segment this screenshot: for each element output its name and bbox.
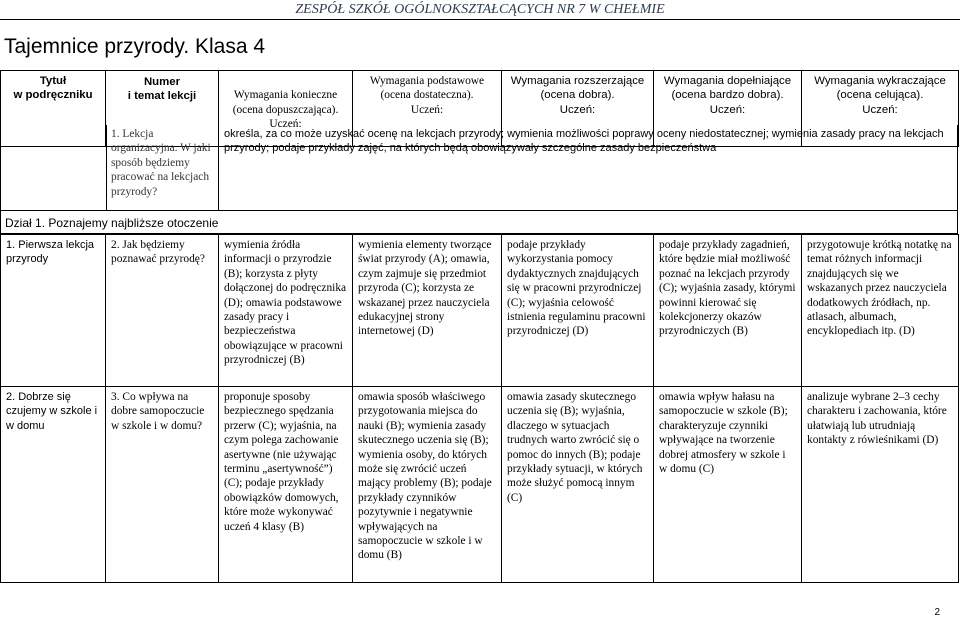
req-necessary-label: Wymagania konieczne (ocena dopuszczająca). Uczeń: (232, 89, 339, 131)
intro-text: określa, za co może uzyskać ocenę na lekcjach przyrody; wymienia możliwości poprawy oceny niedostatecznej; wymienia zasady pracy na lekcjach przyrody; podaje przykłady zajęć, na których będą obowiązywały szczególne zasady bezpieczeństwa (224, 128, 944, 155)
row-lesson: 2. Jak będziemy poznawać przyrodę? (106, 235, 219, 387)
col-header-req-extended: Wymagania rozszerzające (ocena dobra). Uczeń: (502, 71, 654, 147)
intro-lesson: 1. Lekcja organizacyjna. W jaki sposób będziemy pracować na lekcjach przyrody? (111, 128, 211, 198)
intro-right-border (957, 125, 958, 210)
intro-row (0, 125, 958, 210)
section-title: Dział 1. Poznajemy najbliższe otoczenie (5, 216, 219, 230)
row-req-complementary: podaje przykłady zagadnień, które będzie miał możliwość poznać na lekcjach przyrody (C); wyjaśnia zasady, którymi powinni kierować się kolekcjonerzy okazów przyrodniczych (B) (654, 235, 802, 387)
col-header-req-complementary: Wymagania dopełniające (ocena bardzo dobra). Uczeń: (654, 71, 802, 147)
col-header-req-exceeding: Wymagania wykraczające (ocena celująca). Uczeń: (802, 71, 959, 147)
intro-divider (218, 125, 219, 210)
header-divider (0, 19, 960, 20)
col-header-lesson: Numer i temat lekcji (106, 71, 219, 147)
school-header: ZESPÓŁ SZKÓŁ OGÓLNOKSZTAŁCĄCYCH NR 7 W CHEŁMIE (295, 2, 665, 17)
document-title: Tajemnice przyrody. Klasa 4 (4, 35, 266, 58)
row-req-exceeding: przygotowuje krótką notatkę na temat różnych informacji znajdujących się we wskazanych przez nauczyciela dodatkowych źródłach, np. atlasach, albumach, encyklopediach itp. (D) (802, 235, 959, 387)
table-row (1, 235, 959, 387)
row-req-exceeding: analizuje wybrane 2–3 cechy charakteru i zachowania, które ułatwiają lub utrudniają kontakty z rówieśnikami (D) (802, 387, 959, 583)
row-req-complementary: omawia wpływ hałasu na samopoczucie w szkole (B); charakteryzuje czynniki wpływające na tworzenie dobrej atmosfery w szkole i w domu (C) (654, 387, 802, 583)
row-title: 1. Pierwsza lekcja przyrody (1, 235, 106, 387)
row-req-extended: podaje przykłady wykorzystania pomocy dydaktycznych znajdujących się w pracowni przyrodniczej (C); wyjaśnia celowość istnienia regulaminu pracowni przyrodniczej (D) (502, 235, 654, 387)
section-row (0, 210, 958, 234)
row-title: 2. Dobrze się czujemy w szkole i w domu (1, 387, 106, 583)
row-req-necessary: wymienia źródła informacji o przyrodzie (B); korzysta z płyty dołączonej do podręcznika (D); omawia podstawowe zasady pracy i bezpieczeństwa obowiązujące w pracowni przyrodniczej (B) (219, 235, 353, 387)
intro-title-cell (0, 125, 107, 210)
row-req-basic: omawia sposób właściwego przygotowania miejsca do nauki (B); wymienia zasady skutecznego uczenia się (B); wymienia osoby, do których może się zwrócić uczeń mający problemy (B); podaje przykłady czynników pozytywnie i negatywnie wpływających na samopoczucie w szkole i w domu (B) (353, 387, 502, 583)
col-header-title: Tytuł w podręczniku (1, 71, 106, 147)
page-number: 2 (934, 607, 940, 618)
row-lesson: 3. Co wpływa na dobre samopoczucie w szkole i w domu? (106, 387, 219, 583)
col-header-req-basic: Wymagania podstawowe (ocena dostateczna). Uczeń: (353, 71, 502, 147)
row-req-necessary: proponuje sposoby bezpiecznego spędzania przerw (C); wyjaśnia, na czym polega zachowanie asertywne (nie używając terminu „asertywność”) (C); podaje przykłady obowiązków domowych, które może wykonywać uczeń 4 klasy (B) (219, 387, 353, 583)
table-row (1, 387, 959, 583)
row-req-basic: wymienia elementy tworzące świat przyrody (A); omawia, czym zajmuje się przedmiot przyroda (C); korzysta ze wskazanej przez nauczyciela edukacyjnej strony internetowej (D) (353, 235, 502, 387)
row-req-extended: omawia zasady skutecznego uczenia się (B); wyjaśnia, dlaczego w sytuacjach trudnych warto zwrócić się o pomoc do innych (B); podaje przykłady sytuacji, w których może służyć pomocą innym (C) (502, 387, 654, 583)
lessons-table (0, 234, 959, 583)
